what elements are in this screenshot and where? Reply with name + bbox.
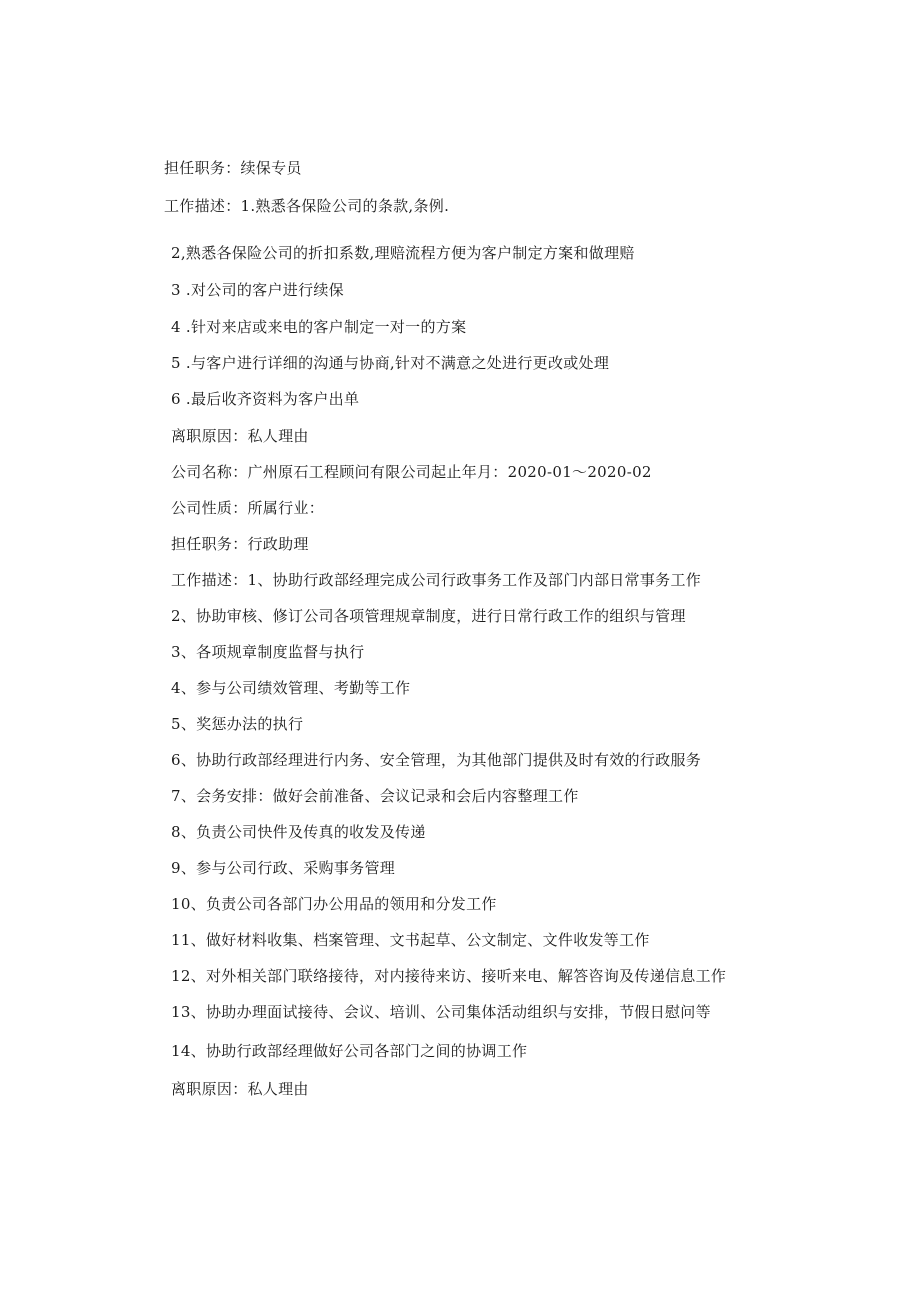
job-description-item: 3 .对公司的客户进行续保 — [171, 281, 344, 299]
job-description-line: 工作描述：1、协助行政部经理完成公司行政事务工作及部门内部日常事务工作 — [171, 571, 702, 589]
job-description-item: 2,熟悉各保险公司的折扣系数,理赔流程方便为客户制定方案和做理赔 — [171, 244, 635, 262]
position-line: 担任职务：行政助理 — [171, 535, 309, 553]
company-name-line: 公司名称：广州原石工程顾问有限公司起止年月：2020-01～2020-02 — [171, 463, 652, 481]
job-description-item: 5 .与客户进行详细的沟通与协商,针对不满意之处进行更改或处理 — [171, 354, 610, 372]
job-description-item: 5、奖惩办法的执行 — [171, 715, 304, 733]
job-description-item: 14、协助行政部经理做好公司各部门之间的协调工作 — [171, 1042, 528, 1060]
job-description-item: 7、会务安排：做好会前准备、会议记录和会后内容整理工作 — [171, 787, 579, 805]
job-description-item: 10、负责公司各部门办公用品的领用和分发工作 — [171, 895, 497, 913]
job-description-item: 6、协助行政部经理进行内务、安全管理，为其他部门提供及时有效的行政服务 — [171, 751, 702, 769]
job-description-item: 13、协助办理面试接待、会议、培训、公司集体活动组织与安排，节假日慰问等 — [171, 1003, 711, 1021]
job-description-item: 8、负责公司快件及传真的收发及传递 — [171, 823, 426, 841]
job-description-line: 工作描述：1.熟悉各保险公司的条款,条例. — [164, 197, 450, 215]
leaving-reason-line: 离职原因：私人理由 — [171, 1080, 309, 1098]
leaving-reason-line: 离职原因：私人理由 — [171, 427, 309, 445]
job-description-item: 4、参与公司绩效管理、考勤等工作 — [171, 679, 411, 697]
job-description-item: 9、参与公司行政、采购事务管理 — [171, 859, 396, 877]
job-description-item: 6 .最后收齐资料为客户出单 — [171, 390, 360, 408]
job-description-item: 2、协助审核、修订公司各项管理规章制度，进行日常行政工作的组织与管理 — [171, 607, 686, 625]
job-description-item: 12、对外相关部门联络接待，对内接待来访、接听来电、解答咨询及传递信息工作 — [171, 967, 727, 985]
company-nature-line: 公司性质：所属行业： — [171, 499, 325, 517]
position-line: 担任职务：续保专员 — [164, 159, 302, 177]
job-description-item: 11、做好材料收集、档案管理、文书起草、公文制定、文件收发等工作 — [171, 931, 650, 949]
job-description-item: 3、各项规章制度监督与执行 — [171, 643, 365, 661]
job-description-item: 4 .针对来店或来电的客户制定一对一的方案 — [171, 318, 467, 336]
